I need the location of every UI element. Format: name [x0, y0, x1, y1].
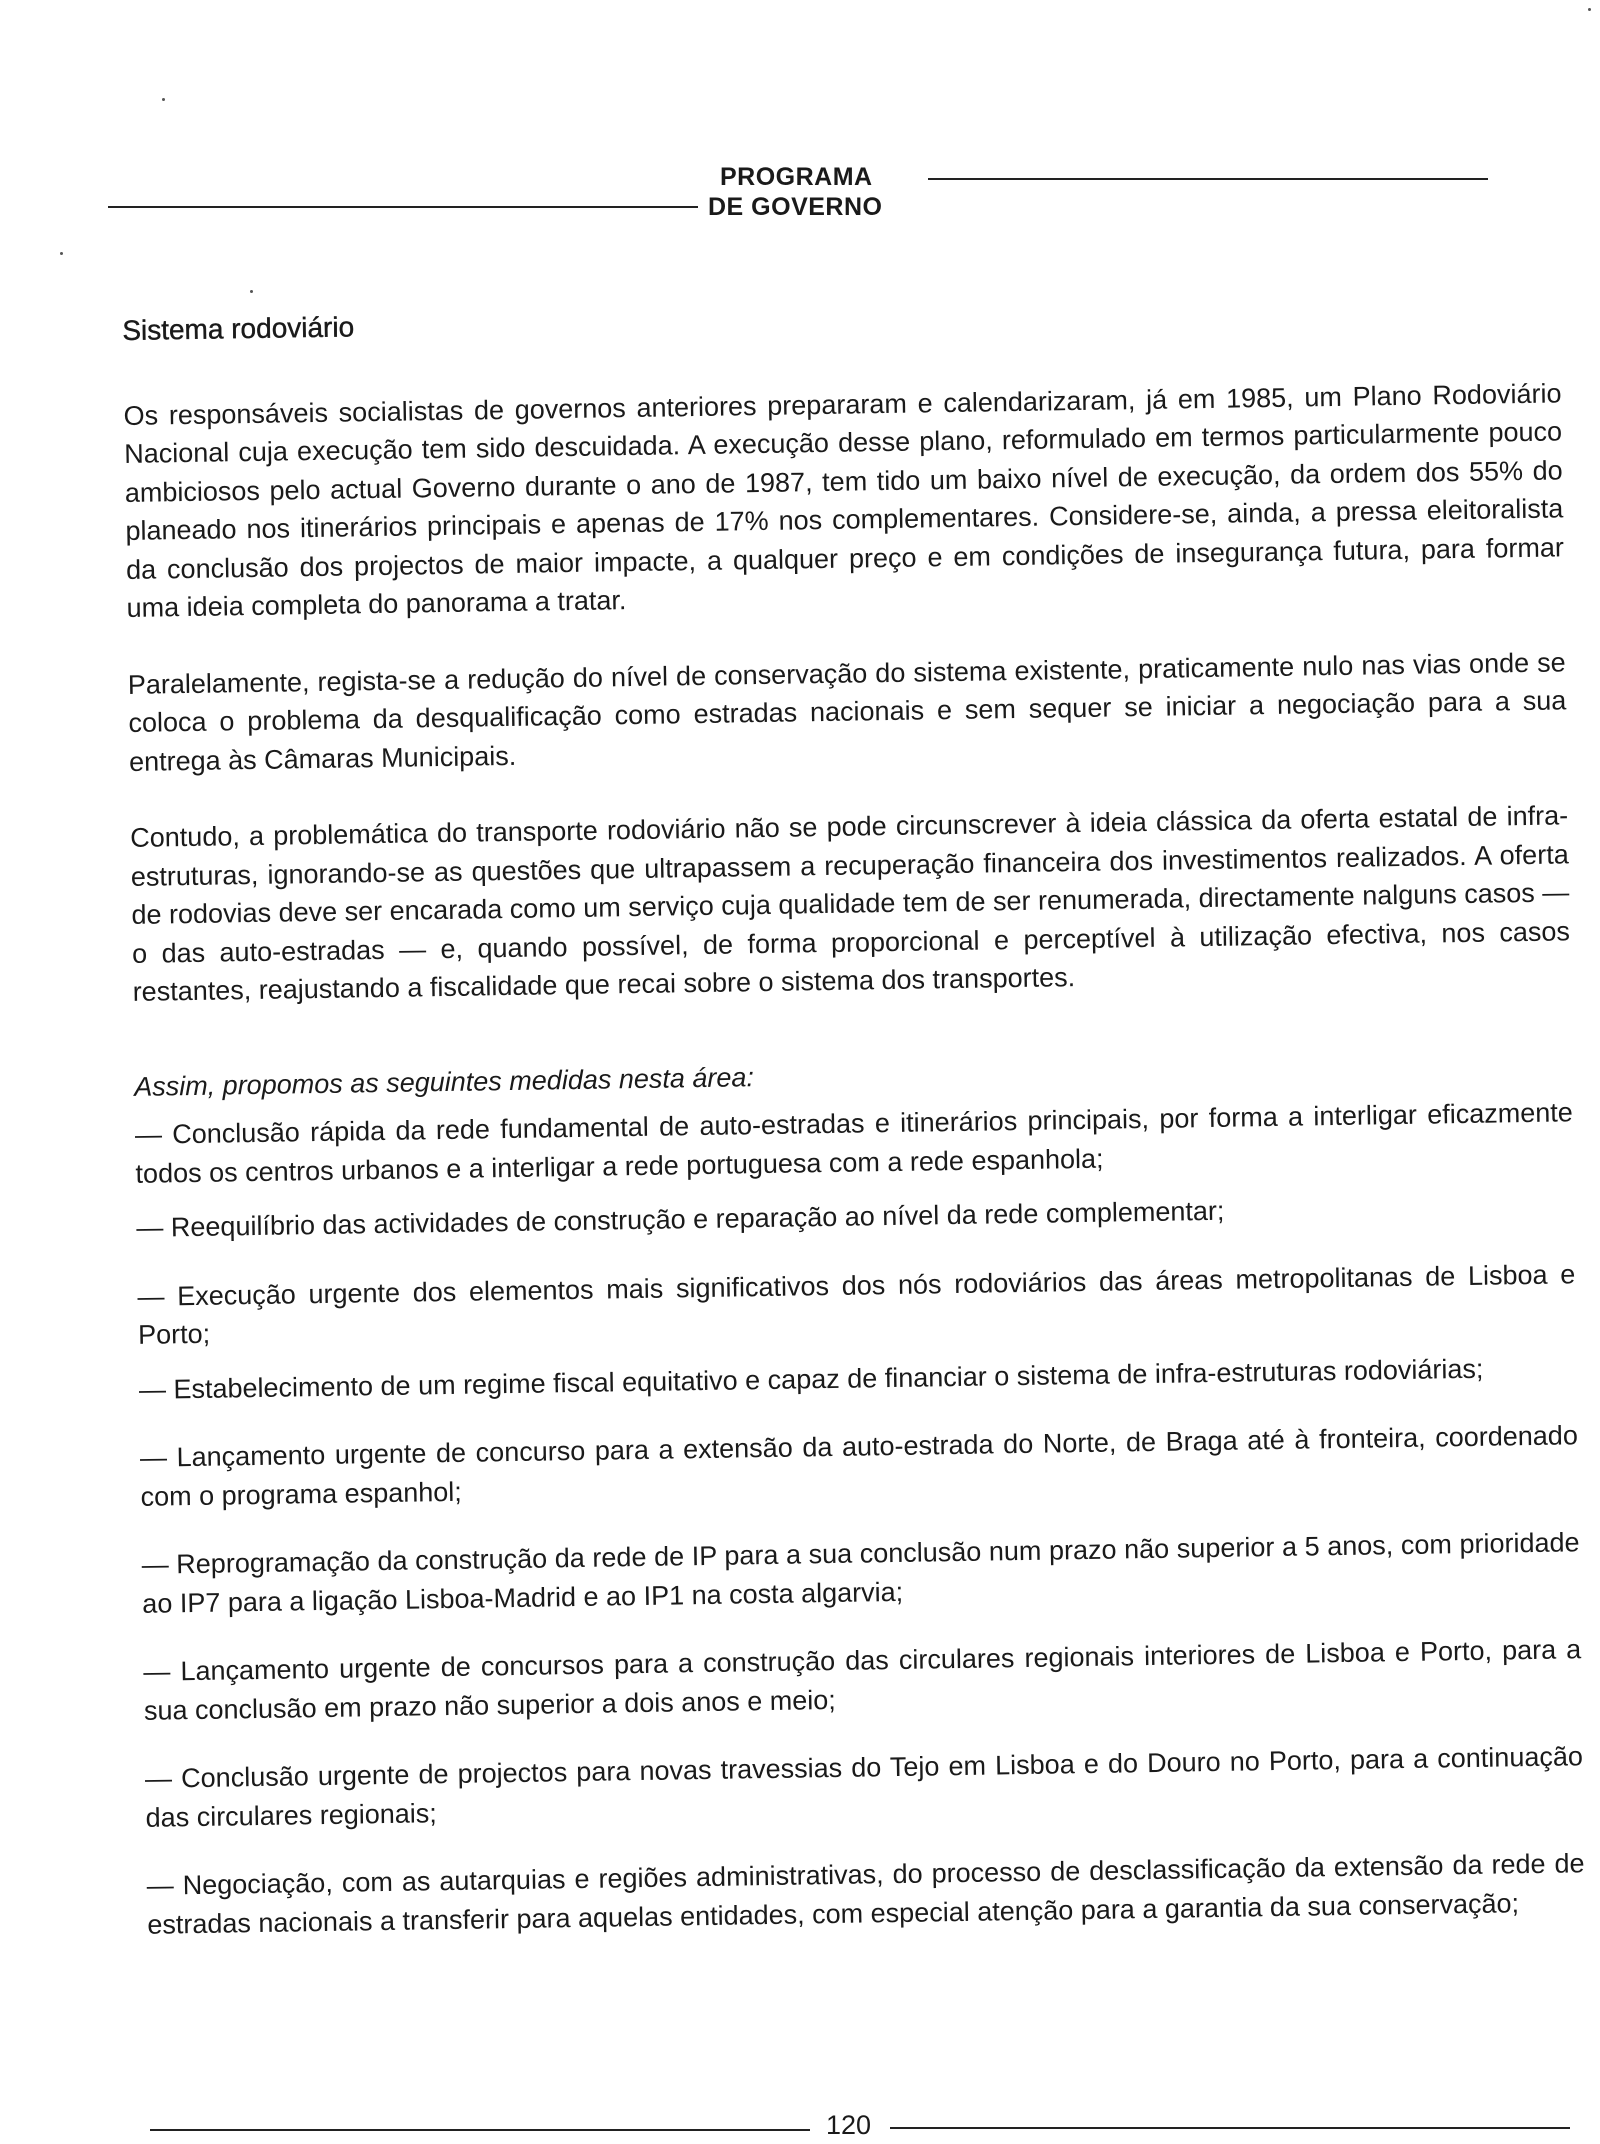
- paragraph: Paralelamente, regista-se a redução do nível de conservação do sistema existente, praticamente nulo nas vias onde se coloca o problema da desqualificação como estradas nacionais e sem sequer se iniciar a negociação para a sua entrega às Câmaras Municipais.: [127, 646, 1567, 777]
- measure-item: — Reequilíbrio das actividades de construção e reparação ao nível da rede complementar;: [136, 1195, 1225, 1243]
- measure-item: — Execução urgente dos elementos mais significativos dos nós rodoviários das áreas metropolitanas de Lisboa e Porto;: [137, 1258, 1576, 1350]
- page-content: [122, 289, 1586, 1959]
- scan-speck: [250, 290, 253, 293]
- measure-item: — Reprogramação da construção da rede de IP para a sua conclusão num prazo não superior a 5 anos, com prioridade ao IP7 para a ligação Lisboa-Madrid e ao IP1 na costa algarvia;: [141, 1527, 1580, 1619]
- scan-speck: [60, 252, 63, 255]
- scan-speck: [1588, 8, 1591, 11]
- header-rule-left: [108, 206, 698, 208]
- measure-item: — Conclusão rápida da rede fundamental de auto-estradas e itinerários principais, por forma a interligar eficazmente todos os centros urbanos e a interligar a rede portuguesa com a rede espanhola;: [134, 1097, 1573, 1189]
- page-footer: [150, 2110, 1570, 2140]
- measure-item: — Conclusão urgente de projectos para novas travessias do Tejo em Lisboa e do Douro no Porto, para a continuação das circulares regionais;: [144, 1741, 1584, 1833]
- measure-item: — Negociação, com as autarquias e regiões administrativas, do processo de desclassificação da extensão da rede de estradas nacionais a transferir para aquelas entidades, com especial atenção para a garantia da sua conservação;: [146, 1848, 1585, 1940]
- footer-rule-left: [150, 2129, 810, 2131]
- measure-item: — Lançamento urgente de concurso para a extensão da auto-estrada do Norte, de Braga até à fronteira, coordenado com o programa espanhol;: [139, 1420, 1579, 1512]
- header-title: [708, 162, 883, 222]
- header-title-line2: DE GOVERNO: [708, 193, 883, 221]
- header-rule-right: [928, 178, 1488, 180]
- scan-speck: [162, 98, 165, 101]
- measures-intro: Assim, propomos as seguintes medidas nesta área:: [133, 1061, 755, 1102]
- page-number: 120: [826, 2110, 872, 2140]
- paragraph: Os responsáveis socialistas de governos anteriores prepararam e calendarizaram, já em 1985, um Plano Rodoviário Nacional cuja execução tem sido descuidada. A execução desse plano, reformulado em termos particularmente pouco ambiciosos pelo actual Governo durante o ano de 1987, tem tido um baixo nível de execução, da ordem dos 55% do planeado nos itinerários principais e apenas de 17% nos complementares. Considere-se, ainda, a pressa eleitoralista da conclusão dos projectos de maior impacte, a qualquer preço e em condições de insegurança futura, para formar uma ideia completa do panorama a tratar.: [123, 377, 1565, 623]
- measure-item: — Lançamento urgente de concursos para a construção das circulares regionais interiores de Lisboa e Porto, para a sua conclusão em prazo não superior a dois anos e meio;: [143, 1634, 1582, 1726]
- header-title-line1: PROGRAMA: [720, 163, 873, 191]
- footer-rule-right: [890, 2127, 1570, 2129]
- paragraph: Contudo, a problemática do transporte rodoviário não se pode circunscrever à ideia clássica da oferta estatal de infra-estruturas, ignorando-se as questões que ultrapassem a recuperação financeira dos investimentos realizados. A oferta de rodovias deve ser encarada como um serviço cuja qualidade tem de ser renumerada, directamente nalguns casos — o das auto-estradas — e, quando possível, de forma proporcional e perceptível à utilização efectiva, nos casos restantes, reajustando a fiscalidade que recai sobre o sistema dos transportes.: [130, 800, 1571, 1007]
- measure-item: — Estabelecimento de um regime fiscal equitativo e capaz de financiar o sistema de infra-estruturas rodoviárias;: [138, 1353, 1484, 1405]
- page-header: [108, 160, 1488, 230]
- section-heading: Sistema rodoviário: [122, 311, 355, 346]
